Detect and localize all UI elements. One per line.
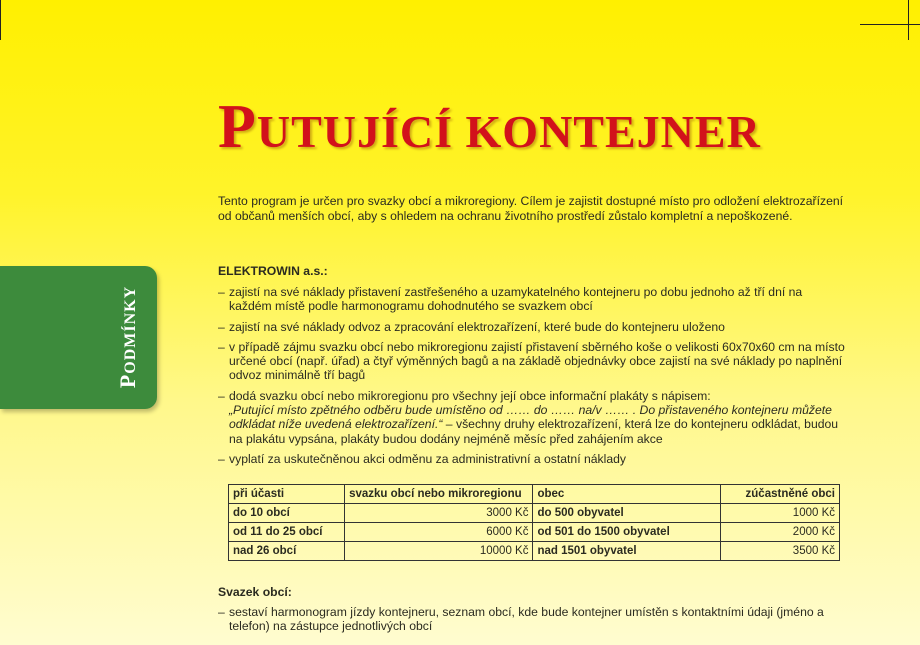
table-header-row: [229, 485, 840, 504]
poster-intro: dodá svazku obcí nebo mikroregionu pro všechny její obce informační plakáty s nápisem:: [229, 388, 711, 403]
cell-municipality-fee: 3500 Kč: [721, 542, 840, 561]
list-item: – sestaví harmonogram jízdy kontejneru, seznam obcí, kde bude kontejner umístěn s kontaktními údaji (jméno a telefon) na zástupce jednotlivých obcí: [218, 605, 848, 634]
cell-municipality-size: od 501 do 1500 obyvatel: [533, 523, 721, 542]
col-header-participating: zúčastněné obci: [721, 485, 840, 504]
conditions-tab-label: PODMÍNKY: [115, 285, 140, 389]
list-item: – vyplatí za uskutečněnou akci odměnu za administrativní a ostatní náklady: [218, 452, 848, 466]
crop-mark-top-right: [860, 24, 920, 25]
cell-municipality-fee: 2000 Kč: [721, 523, 840, 542]
elektrowin-list: [218, 285, 848, 472]
cell-participation: do 10 obcí: [229, 504, 345, 523]
poster-rest: – všechny druhy elektrozařízení, která lze do kontejneru odkládat, budou na plakátu vypsána, plakáty budou dodány nejméně měsíc před zahájením akce: [229, 417, 839, 446]
fee-table: [228, 484, 840, 561]
cell-union-fee: 10000 Kč: [345, 542, 533, 561]
table-row: [229, 542, 840, 561]
cell-union-fee: 6000 Kč: [345, 523, 533, 542]
table-row: [229, 504, 840, 523]
svazek-heading: Svazek obcí:: [218, 585, 292, 599]
table-row: [229, 523, 840, 542]
poster-quote: „Putující místo zpětného odběru bude umístěno od …… do …… na/v …… . Do přistaveného kontejneru můžete odkládat níže uvedená elektrozařízení.“: [229, 403, 832, 432]
cell-municipality-fee: 1000 Kč: [721, 504, 840, 523]
crop-mark-right: [908, 0, 909, 40]
cell-union-fee: 3000 Kč: [345, 504, 533, 523]
cell-participation: nad 26 obcí: [229, 542, 345, 561]
list-item-posters: [218, 389, 848, 446]
cell-municipality-size: do 500 obyvatel: [533, 504, 721, 523]
elektrowin-heading: ELEKTROWIN a.s.:: [218, 264, 328, 278]
list-item: – zajistí na své náklady odvoz a zpracování elektrozařízení, které bude do kontejneru uloženo: [218, 320, 848, 334]
col-header-union: svazku obcí nebo mikroregionu: [345, 485, 533, 504]
page-title: PUTUJÍCÍ KONTEJNER: [218, 93, 761, 161]
col-header-participation: při účasti: [229, 485, 345, 504]
intro-paragraph: Tento program je určen pro svazky obcí a mikroregiony. Cílem je zajistit dostupné místo pro odložení elektrozařízení od občanů menších obcí, aby s ohledem na ochranu životního prostředí zůstalo kompletní a nepoškozené.: [218, 194, 844, 223]
list-item: – zajistí na své náklady přistavení zastřešeného a uzamykatelného kontejneru po dobu jednoho až tří dní na každém místě podle harmonogramu dohodnutého se svazkem obcí: [218, 285, 848, 314]
col-header-municipality: obec: [533, 485, 721, 504]
cell-municipality-size: nad 1501 obyvatel: [533, 542, 721, 561]
svazek-list: [218, 605, 848, 640]
cell-participation: od 11 do 25 obcí: [229, 523, 345, 542]
list-item: – v případě zájmu svazku obcí nebo mikroregionu zajistí přistavení sběrného koše o velikosti 60x70x60 cm na místo určené obcí (např. úřad) a čtyř výměnných bagů a na základě objednávky obce zajistí na své náklady po naplnění odvoz minimálně tří bagů: [218, 340, 848, 383]
crop-mark-left: [0, 0, 1, 40]
